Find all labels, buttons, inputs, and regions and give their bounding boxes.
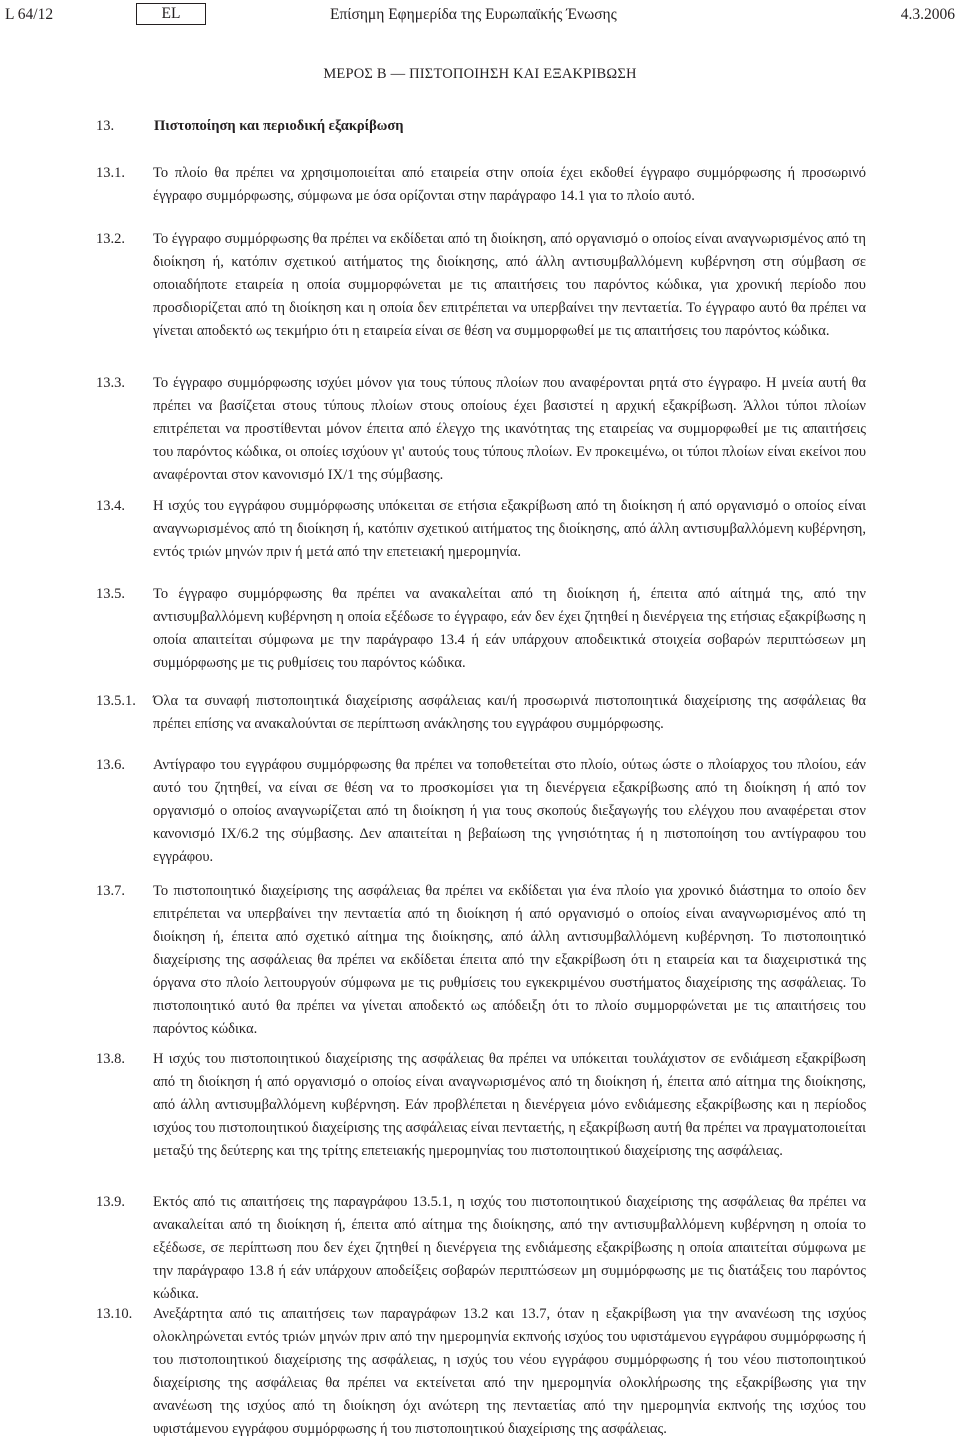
- paragraph-number: 13.1.: [96, 165, 125, 181]
- paragraph-text: Το έγγραφο συμμόρφωσης ισχύει μόνον για τους τύπους πλοίων που αναφέρονται ρητά στο έγγραφο. Η μνεία αυτή θα πρέπει να βασίζεται στους τύπους πλοίων στους οποίους έχει βασιστεί η αρχική εξακρίβωση. Άλλοι τύποι πλοίων επιτρέπεται να προστίθενται μόνον έπειτα από έλεγχο της ικανότητας της εταιρείας να συμμορφωθεί με τις απαιτήσεις του παρόντος κώδικα, οι οποίες ισχύουν γι' αυτούς τους τύπους πλοίων. Εν προκειμένω, οι τύποι πλοίων είναι εκείνοι που αναφέρονται στον κανονισμό IX/1 της σύμβασης.: [153, 375, 866, 483]
- paragraph-text: Η ισχύς του εγγράφου συμμόρφωσης υπόκειται σε ετήσια εξακρίβωση από τη διοίκηση ή από οργανισμό ο οποίος είναι αναγνωρισμένος από τη διοίκηση ή, κατόπιν σχετικού αιτήματος της διοίκησης, από άλλη αντισυμβαλλόμενη κυβέρνηση, εντός τριών μηνών πριν ή μετά από την επετειακή ημερομηνία.: [153, 498, 866, 560]
- paragraph-number: 13.2.: [96, 231, 125, 247]
- language-code-box: EL: [136, 3, 206, 25]
- paragraph-number: 13.4.: [96, 498, 125, 514]
- paragraph-13-4: [96, 495, 866, 564]
- paragraph-text: Αντίγραφο του εγγράφου συμμόρφωσης θα πρέπει να τοποθετείται στο πλοίο, ούτως ώστε ο πλοίαρχος του πλοίου, εάν αυτό του ζητηθεί, να είναι σε θέση να το προσκομίσει για τη διενέργεια εξακρίβωσης από τη διοίκηση ή από τον οργανισμό ο οποίος αναγνωρίζεται από τη διοίκηση ή για τους σκοπούς διεξαγωγής του ελέγχου που αναφέρεται στον κανονισμό IX/6.2 της σύμβασης. Δεν απαιτείται η βεβαίωση της γνησιότητας ή η πιστοποίηση του αντίγραφου του εγγράφου.: [153, 757, 866, 865]
- paragraph-text: Το πλοίο θα πρέπει να χρησιμοποιείται από εταιρεία στην οποία έχει εκδοθεί έγγραφο συμμόρφωσης ή προσωρινό έγγραφο συμμόρφωσης, σύμφωνα με όσα ορίζονται στην παράγραφο 14.1 για το πλοίο αυτό.: [153, 165, 866, 204]
- paragraph-text: Το έγγραφο συμμόρφωσης θα πρέπει να ανακαλείται από τη διοίκηση ή, έπειτα από αίτημά της, από την αντισυμβαλλόμενη κυβέρνηση η οποία εξέδωσε το έγγραφο, εάν δεν έχει ζητηθεί η διενέργεια της ετήσιας εξακρίβωσης η οποία απαιτείται σύμφωνα με την παράγραφο 13.4 ή εάν υπάρχουν αποδεικτικά στοιχεία σοβαρών περιπτώσεων μη συμμόρφωσης με τις ρυθμίσεις του παρόντος κώδικα.: [153, 586, 866, 671]
- paragraph-number: 13.9.: [96, 1194, 125, 1210]
- paragraph-13-6: [96, 754, 866, 869]
- running-header: [0, 6, 960, 28]
- paragraph-13-7: [96, 880, 866, 1041]
- paragraph-number: 13.5.1.: [96, 693, 136, 709]
- paragraph-number: 13.10.: [96, 1306, 133, 1322]
- journal-title: Επίσημη Εφημερίδα της Ευρωπαϊκής Ένωσης: [330, 6, 617, 23]
- section-heading: [96, 118, 403, 135]
- paragraph-13-5: [96, 583, 866, 675]
- paragraph-text: Ανεξάρτητα από τις απαιτήσεις των παραγράφων 13.2 και 13.7, όταν η εξακρίβωση για την ανανέωση της ισχύος ολοκληρώνεται εντός τριών μηνών πριν από την ημερομηνία εκπνοής ισχύος του υφιστάμενου εγγράφου συμμόρφωσης ή του πιστοποιητικού διαχείρισης της ασφάλειας, η ισχύς του νέου εγγράφου συμμόρφωσης ή του νέου πιστοποιητικού διαχείρισης της ασφάλειας θα πρέπει να εκτείνεται από την ημερομηνία ολοκλήρωσης της εξακρίβωσης για την ανανέωση της ισχύος από τη διοίκηση όχι ανώτερη της πενταετίας από την ημερομηνία εκπνοής της ισχύος του υφιστάμενου εγγράφου συμμόρφωσης ή του πιστοποιητικού διαχείρισης της ασφάλειας.: [153, 1306, 866, 1437]
- page-number: L 64/12: [5, 6, 54, 23]
- paragraph-13-2: [96, 228, 866, 343]
- paragraph-text: Η ισχύς του πιστοποιητικού διαχείρισης της ασφάλειας θα πρέπει να υπόκειται τουλάχιστον σε ενδιάμεση εξακρίβωση από τη διοίκηση ή από οργανισμό ο οποίος είναι αναγνωρισμένος από τη διοίκηση ή, έπειτα από αίτημα της διοίκησης, από άλλη αντισυμβαλλόμενη κυβέρνηση. Εάν προβλέπεται η διενέργεια μόνο ενδιάμεσης εξακρίβωσης και η περίοδος ισχύος του πιστοποιητικού διαχείρισης της ασφάλειας είναι πενταετής, η εξακρίβωση αυτή θα πρέπει να πραγματοποιείται μεταξύ της δεύτερης και της τρίτης επετειακής ημερομηνίας του πιστοποιητικού διαχείρισης της ασφάλειας.: [153, 1051, 866, 1159]
- paragraph-13-1: [96, 162, 866, 208]
- paragraph-text: Όλα τα συναφή πιστοποιητικά διαχείρισης ασφάλειας και/ή προσωρινά πιστοποιητικά διαχείρισης της ασφάλειας θα πρέπει επίσης να ανακαλούνται σε περίπτωση ανάκλησης του εγγράφου συμμόρφωσης.: [153, 693, 866, 732]
- publication-date: 4.3.2006: [900, 6, 955, 23]
- paragraph-number: 13.5.: [96, 586, 125, 602]
- paragraph-number: 13.7.: [96, 883, 125, 899]
- paragraph-13-10: [96, 1303, 866, 1441]
- paragraph-text: Εκτός από τις απαιτήσεις της παραγράφου 13.5.1, η ισχύς του πιστοποιητικού διαχείρισης της ασφάλειας θα πρέπει να ανακαλείται από τη διοίκηση ή, έπειτα από αίτημα της διοίκησης, από την αντισυμβαλλόμενη κυβέρνηση η οποία το εξέδωσε, σε περίπτωση που δεν έχει ζητηθεί η διενέργεια της ενδιάμεσης εξακρίβωσης η οποία απαιτείται σύμφωνα με την παράγραφο 13.8 ή εάν υπάρχουν αποδείξεις σοβαρών περιπτώσεων μη συμμόρφωσης με τις διατάξεις του παρόντος κώδικα.: [153, 1194, 866, 1302]
- paragraph-13-9: [96, 1191, 866, 1306]
- paragraph-number: 13.8.: [96, 1051, 125, 1067]
- paragraph-number: 13.6.: [96, 757, 125, 773]
- paragraph-text: Το πιστοποιητικό διαχείρισης της ασφάλειας θα πρέπει να εκδίδεται για ένα πλοίο για χρονικό διάστημα το οποίο δεν επιτρέπεται να υπερβαίνει την πενταετία από τη διοίκηση ή από οργανισμό ο οποίος είναι αναγνωρισμένος από τη διοίκηση ή, έπειτα από σχετικό αίτημα της διοίκησης, από άλλη αντισυμβαλλόμενη κυβέρνηση. Το πιστοποιητικό διαχείρισης της ασφάλειας θα πρέπει να εκδίδεται έπειτα από την εξακρίβωση ότι η εταιρεία και τα διαχειριστικά της όργανα στο πλοίο λειτουργούν σύμφωνα με τις ρυθμίσεις του εγκεκριμένου συστήματος διαχείρισης της ασφάλειας. Το πιστοποιητικό αυτό θα πρέπει να γίνεται αποδεκτό ως απόδειξη ότι το πλοίο συμμορφώνεται με τις απαιτήσεις του παρόντος κώδικα.: [153, 883, 866, 1037]
- paragraph-13-8: [96, 1048, 866, 1163]
- section-number: 13.: [96, 118, 115, 134]
- section-title: Πιστοποίηση και περιοδική εξακρίβωση: [154, 118, 404, 134]
- part-title: ΜΕΡΟΣ Β — ΠΙΣΤΟΠΟΙΗΣΗ ΚΑΙ ΕΞΑΚΡΙΒΩΣΗ: [323, 66, 637, 82]
- paragraph-13-3: [96, 372, 866, 487]
- paragraph-13-5-1: [96, 690, 866, 736]
- paragraph-text: Το έγγραφο συμμόρφωσης θα πρέπει να εκδίδεται από τη διοίκηση, από οργανισμό ο οποίος είναι αναγνωρισμένος από τη διοίκηση ή, κατόπιν σχετικού αιτήματος της διοίκησης, από άλλη αντισυμβαλλόμενη κυβέρνηση στη σύμβαση σε οποιαδήποτε εταιρεία η οποία συμμορφώνεται με τις απαιτήσεις του παρόντος κώδικα, για χρονική περίοδο που προσδιορίζεται από τη διοίκηση και η οποία δεν επιτρέπεται να υπερβαίνει την πενταετία. Το έγγραφο αυτό θα πρέπει να γίνεται αποδεκτό ως τεκμήριο ότι η εταιρεία είναι σε θέση να συμμορφωθεί με τις απαιτήσεις του παρόντος κώδικα.: [153, 231, 866, 339]
- paragraph-number: 13.3.: [96, 375, 125, 391]
